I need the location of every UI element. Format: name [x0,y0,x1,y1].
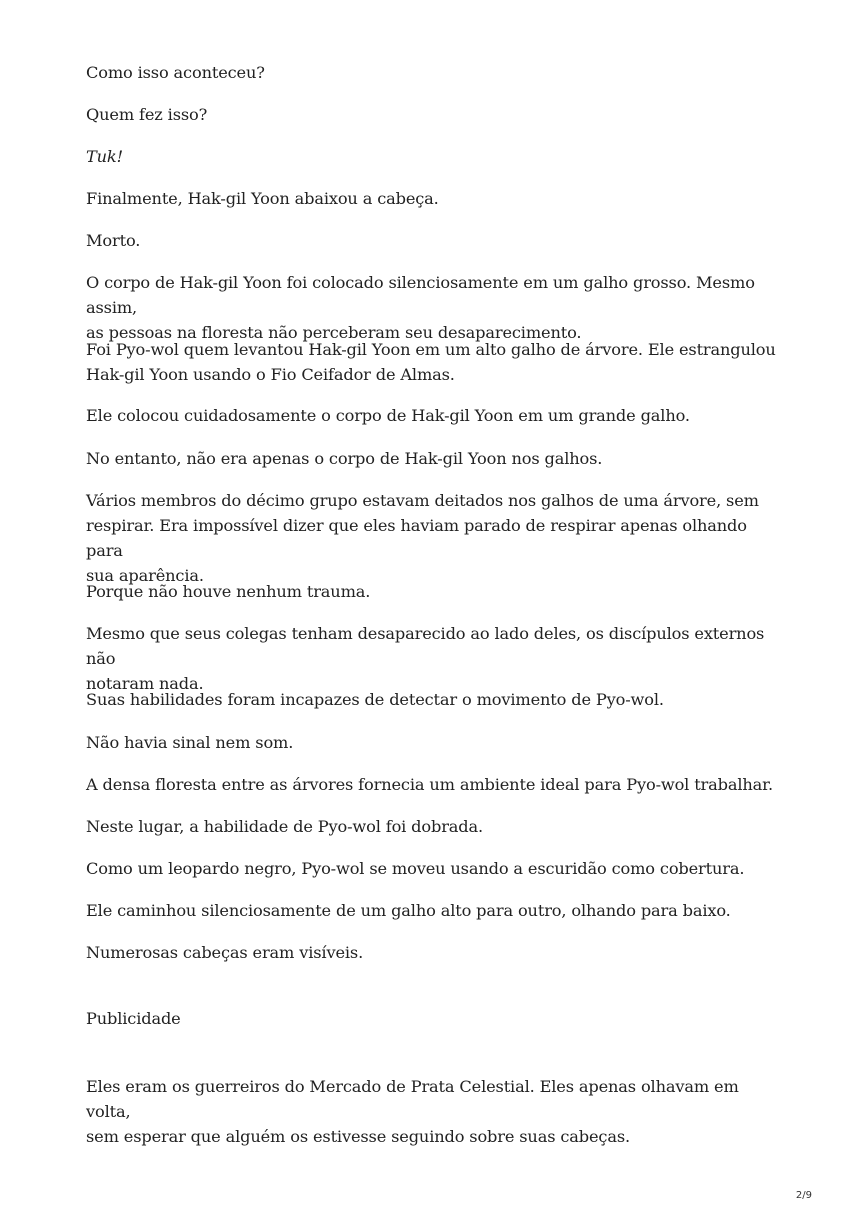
paragraph: A densa floresta entre as árvores fornecia um ambiente ideal para Pyo-wol trabalhar. [86,775,773,794]
paragraph: Foi Pyo-wol quem levantou Hak-gil Yoon em um alto galho de árvore. Ele estrangulou Hak-gil Yoon usando o Fio Ceifador de Almas. [86,340,776,384]
paragraph: Tuk! [86,147,123,166]
paragraph: Mesmo que seus colegas tenham desaparecido ao lado deles, os discípulos externos não notaram nada. [86,624,765,693]
paragraph: Quem fez isso? [86,105,208,124]
paragraph: Finalmente, Hak-gil Yoon abaixou a cabeça. [86,189,439,208]
paragraph: Morto. [86,231,141,250]
paragraph: Vários membros do décimo grupo estavam deitados nos galhos de uma árvore, sem respirar. Era impossível dizer que eles haviam parado de respirar apenas olhando para sua aparência. [86,491,759,585]
paragraph: Como um leopardo negro, Pyo-wol se moveu usando a escuridão como cobertura. [86,859,745,878]
paragraph: No entanto, não era apenas o corpo de Hak-gil Yoon nos galhos. [86,449,603,468]
paragraph: Numerosas cabeças eram visíveis. [86,943,364,962]
paragraph: Não havia sinal nem som. [86,733,294,752]
paragraph: O corpo de Hak-gil Yoon foi colocado silenciosamente em um galho grosso. Mesmo assim, as pessoas na floresta não perceberam seu desaparecimento. [86,273,755,342]
paragraph: Ele colocou cuidadosamente o corpo de Hak-gil Yoon em um grande galho. [86,406,690,425]
advertisement-label: Publicidade [86,1009,181,1028]
paragraph: Neste lugar, a habilidade de Pyo-wol foi dobrada. [86,817,484,836]
paragraph: Ele caminhou silenciosamente de um galho alto para outro, olhando para baixo. [86,901,731,920]
paragraph: Como isso aconteceu? [86,63,265,82]
paragraph: Suas habilidades foram incapazes de detectar o movimento de Pyo-wol. [86,690,664,709]
paragraph: Porque não houve nenhum trauma. [86,582,371,601]
paragraph: Eles eram os guerreiros do Mercado de Prata Celestial. Eles apenas olhavam em volta, sem esperar que alguém os estivesse seguindo sobre suas cabeças. [86,1077,739,1146]
page-number: 2/9 [795,1190,812,1201]
